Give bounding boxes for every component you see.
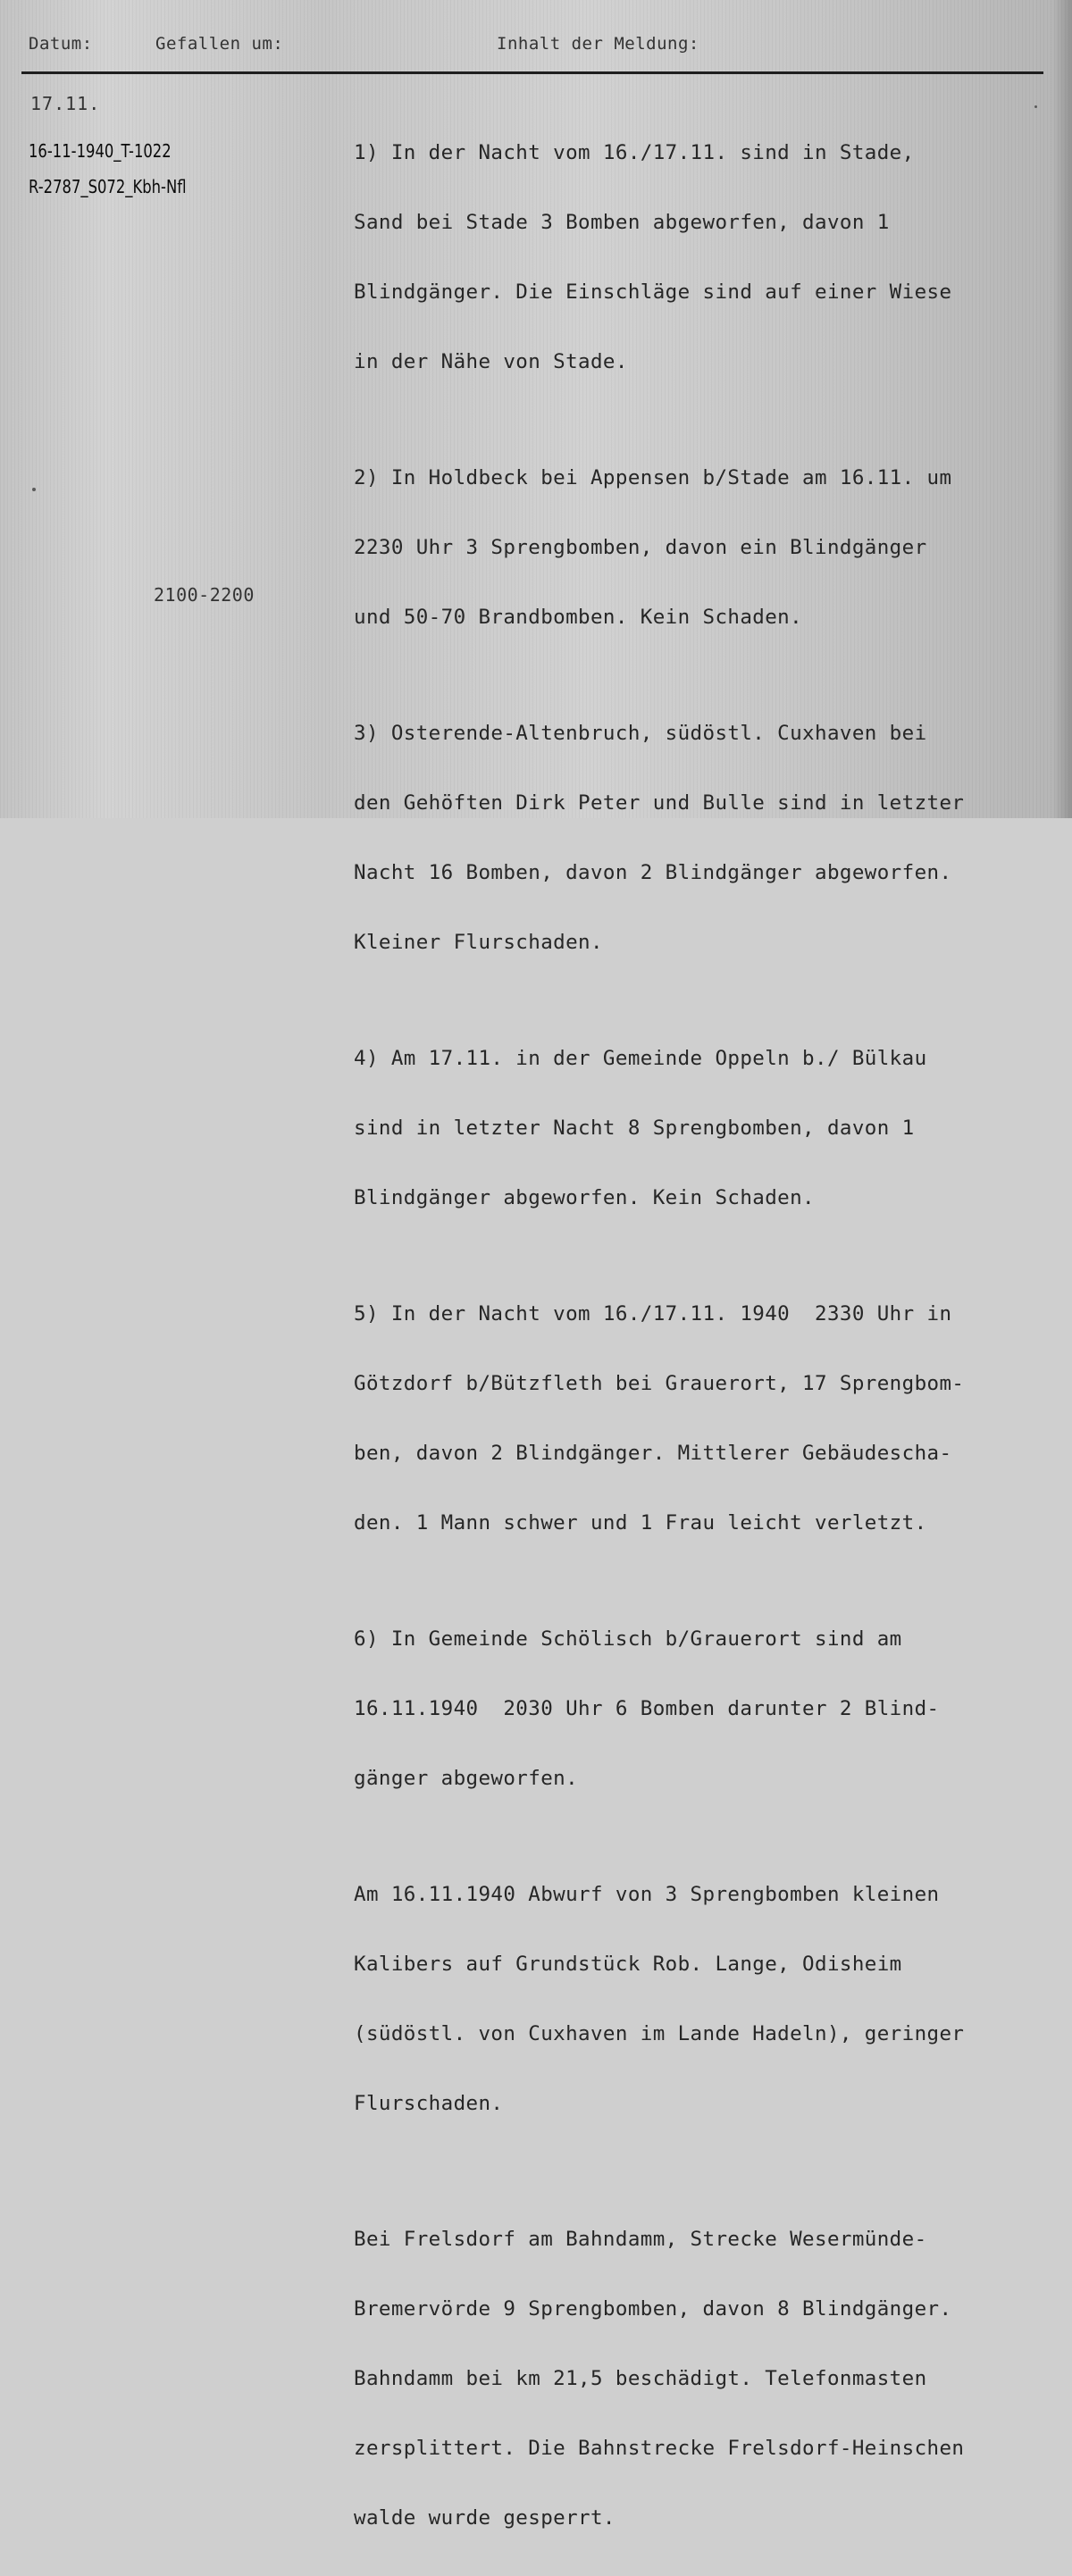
entry-line: gänger abgeworfen. (354, 1767, 579, 1790)
entry-line: Bremervörde 9 Sprengbomben, davon 8 Blindgänger. (354, 2297, 952, 2321)
entry-line: Blindgänger. Die Einschläge sind auf einer Wiese (354, 280, 952, 304)
entry-line: Bahndamm bei km 21,5 beschädigt. Telefonmasten (354, 2367, 927, 2390)
header-divider (21, 71, 1043, 74)
entry-line: 4) Am 17.11. in der Gemeinde Oppeln b./ Bülkau (354, 1047, 927, 1070)
report-date: 17.11. (30, 93, 101, 114)
paper-speck (32, 488, 36, 491)
report-entry-8 (354, 2181, 1061, 2576)
paragraph-gap (354, 2162, 1061, 2181)
entry-line: ben, davon 2 Blindgänger. Mittlerer Gebäudescha- (354, 1442, 952, 1465)
column-header-content: Inhalt der Meldung: (497, 34, 699, 54)
column-header-date: Datum: (29, 34, 93, 54)
paper-speck (1034, 105, 1037, 108)
entry-line: Nacht 16 Bomben, davon 2 Blindgänger abgeworfen. (354, 861, 952, 884)
report-entry-2 (354, 420, 1061, 675)
report-entry-5 (354, 1256, 1061, 1581)
report-entry-3 (354, 675, 1061, 1000)
entry-line: sind in letzter Nacht 8 Sprengbomben, davon 1 (354, 1117, 915, 1140)
entry-line: Kalibers auf Grundstück Rob. Lange, Odisheim (354, 1953, 902, 1976)
entry-line: walde wurde gesperrt. (354, 2506, 616, 2530)
entry-line: 3) Osterende-Altenbruch, südöstl. Cuxhaven bei (354, 722, 927, 745)
report-entry-1 (354, 95, 1061, 420)
report-content (354, 95, 1061, 2576)
entry-line: Blindgänger abgeworfen. Kein Schaden. (354, 1186, 816, 1209)
archive-label-line-1: 16-11-1940_T-1022 (29, 140, 172, 162)
entry-line: Sand bei Stade 3 Bomben abgeworfen, davon 1 (354, 211, 890, 234)
archive-label-line-2: R-2787_S072_Kbh-Nfl (29, 176, 187, 197)
entry-line: Götzdorf b/Bützfleth bei Grauerort, 17 Sprengbom- (354, 1372, 965, 1395)
entry-line: zersplittert. Die Bahnstrecke Frelsdorf-Heinschen (354, 2437, 965, 2460)
report-time: 2100-2200 (154, 584, 255, 606)
entry-line: 2230 Uhr 3 Sprengbomben, davon ein Blindgänger (354, 536, 927, 559)
report-entry-4 (354, 1000, 1061, 1256)
entry-line: Bei Frelsdorf am Bahndamm, Strecke Wesermünde- (354, 2228, 927, 2251)
report-entry-6 (354, 1581, 1061, 1836)
entry-line: (südöstl. von Cuxhaven im Lande Hadeln), geringer (354, 2022, 965, 2045)
entry-line: Kleiner Flurschaden. (354, 931, 603, 954)
entry-line: und 50-70 Brandbomben. Kein Schaden. (354, 606, 803, 629)
entry-line: in der Nähe von Stade. (354, 350, 628, 373)
entry-line: 6) In Gemeinde Schölisch b/Grauerort sind am (354, 1627, 902, 1651)
entry-line: 1) In der Nacht vom 16./17.11. sind in Stade, (354, 141, 915, 164)
entry-line: den Gehöften Dirk Peter und Bulle sind in letzter (354, 791, 965, 815)
column-header-time: Gefallen um: (155, 34, 284, 54)
entry-line: Am 16.11.1940 Abwurf von 3 Sprengbomben kleinen (354, 1883, 940, 1906)
entry-line: den. 1 Mann schwer und 1 Frau leicht verletzt. (354, 1511, 927, 1535)
entry-line: 2) In Holdbeck bei Appensen b/Stade am 16.11. um (354, 466, 952, 489)
entry-line: Flurschaden. (354, 2092, 504, 2115)
entry-line: 5) In der Nacht vom 16./17.11. 1940 2330 Uhr in (354, 1302, 952, 1326)
report-entry-7 (354, 1836, 1061, 2162)
entry-line: 16.11.1940 2030 Uhr 6 Bomben darunter 2 Blind- (354, 1697, 940, 1720)
